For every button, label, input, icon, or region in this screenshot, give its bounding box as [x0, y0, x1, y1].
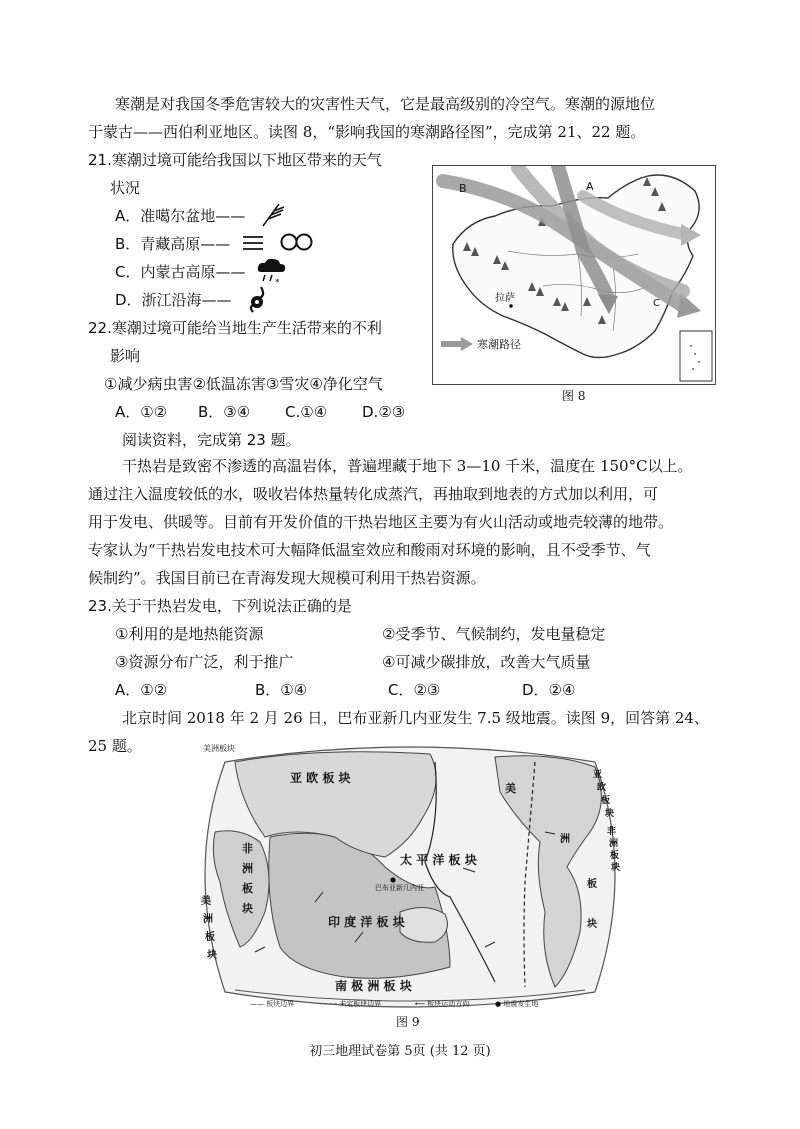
page-footer: 初三地理试卷第 5页 (共 12 页)	[309, 1044, 491, 1059]
legend-plate-motion: ⟵ 板块运动方向	[415, 1000, 470, 1008]
american-left-char-2: 洲	[203, 914, 213, 925]
legend-undetermined-boundary: - - - 未定板块边界	[325, 1000, 382, 1008]
african-char-3: 板	[242, 882, 253, 895]
q21-option-b-text: B．青藏高原——	[115, 235, 231, 253]
q21-stem: 21.寒潮过境可能给我国以下地区带来的天气	[88, 151, 382, 169]
q22-option-a: A．①②	[115, 403, 168, 421]
q22-items: ①减少病虫害②低温冻害③雪灾④净化空气	[104, 375, 383, 393]
q23-statement-1: ①利用的是地热能资源	[115, 625, 264, 643]
q21-option-d	[115, 289, 232, 311]
q23-statement-2: ②受季节、气候制约，发电量稳定	[382, 625, 606, 643]
q21-option-a-text: A．准噶尔盆地——	[115, 207, 246, 225]
material-line-1: 干热岩是致密不渗透的高温岩体，普遍埋藏于地下 3—10 千米，温度在 150°C以上。	[122, 457, 693, 475]
african-right-char-3: 板	[610, 851, 620, 861]
material-line-3: 用于发电、供暖等。目前有开发价值的干热岩地区主要为有火山活动或地壳较薄的地带。	[88, 513, 674, 531]
q21-option-c-text: C．内蒙古高原——	[115, 263, 246, 281]
label-papua-new-guinea: 巴布亚新几内亚	[375, 884, 424, 892]
read-material-instruction: 阅读资料，完成第 23 题。	[122, 431, 301, 449]
route-label-c: C	[653, 298, 660, 309]
q23-stem: 23.关于干热岩发电，下列说法正确的是	[88, 597, 352, 615]
legend-earthquake: ● 地震发生地	[495, 1000, 539, 1008]
q21-option-b	[115, 233, 230, 255]
intro-line-1: 寒潮是对我国冬季危害较大的灾害性天气，它是最高级别的冷空气。寒潮的源地位	[115, 95, 656, 113]
q23-statement-4: ④可减少碳排放，改善大气质量	[382, 653, 591, 671]
label-antarctic-plate: 南 极 洲 板 块	[335, 979, 412, 993]
eurasia-right-char-3: 板	[601, 796, 611, 806]
q24-intro-line-1: 北京时间 2018 年 2 月 26 日，巴布亚新几内亚发生 7.5 级地震。读图 9，回答第 24、	[122, 709, 709, 727]
q23-option-a: A．①②	[115, 681, 168, 699]
q23-option-c: C．②③	[388, 681, 441, 699]
label-american-plate-right-top: 美	[505, 782, 516, 795]
q24-intro-line-2: 25 题。	[88, 737, 142, 755]
figure-8-caption: 图 8	[562, 389, 586, 403]
african-char-2: 洲	[242, 862, 253, 875]
q21-option-c	[115, 261, 245, 283]
q22-option-c: C.①④	[285, 403, 328, 421]
fog-symbol-icon	[241, 232, 265, 254]
american-right-char-3: 块	[587, 919, 597, 930]
intro-line-2: 于蒙古——西伯利亚地区。读图 8，“影响我国的寒潮路径图”，完成第 21、22 题。	[88, 123, 646, 141]
q22-stem-cont: 影响	[110, 347, 141, 365]
haze-symbol-icon	[279, 231, 315, 253]
route-label-a: A	[586, 180, 594, 193]
label-american-plate-topleft: 美洲板块	[203, 744, 235, 753]
map-legend-cold-wave: 寒潮路径	[477, 338, 521, 351]
american-right-char-1: 洲	[560, 834, 570, 845]
q21-option-a	[115, 205, 245, 227]
q22-option-d: D.②③	[362, 403, 406, 421]
label-eurasian-plate: 亚 欧 板 块	[290, 771, 351, 785]
q22-option-b: B．③④	[198, 403, 251, 421]
q23-option-d: D．②④	[522, 681, 576, 699]
typhoon-symbol-icon	[247, 284, 269, 314]
q23-option-b: B．①④	[255, 681, 308, 699]
figure-9-plate-map	[195, 742, 625, 1010]
rain-snow-symbol-icon	[255, 256, 289, 286]
eurasia-right-char-4: 块	[605, 809, 615, 819]
american-left-char-4: 块	[207, 950, 217, 961]
figure-8-cold-wave-map	[432, 165, 716, 385]
svg-text:*: *	[275, 278, 280, 286]
african-char-4: 块	[242, 902, 253, 915]
australia-landmass	[400, 907, 447, 942]
figure-9-caption: 图 9	[396, 1015, 420, 1029]
african-right-char-2: 洲	[609, 839, 619, 849]
material-line-2: 通过注入温度较低的水，吸收岩体热量转化成蒸汽，再抽取到地表的方式加以利用，可	[88, 485, 659, 503]
african-right-char-1: 非	[607, 827, 617, 837]
material-line-5: 候制约”。我国目前已在青海发现大规模可利用干热岩资源。	[88, 569, 486, 587]
earthquake-location-marker	[390, 877, 395, 882]
lhasa-label: 拉萨	[495, 293, 515, 304]
wind-symbol-icon	[259, 202, 285, 228]
q21-option-d-text: D．浙江沿海——	[115, 291, 232, 309]
q23-statement-3: ③资源分布广泛，利于推广	[115, 653, 294, 671]
american-left-char-1: 美	[201, 896, 211, 907]
eurasia-right-char-2: 欧	[597, 783, 607, 793]
cold-wave-map-svg	[433, 166, 715, 384]
american-right-char-2: 板	[587, 879, 597, 890]
african-right-char-4: 块	[611, 863, 621, 873]
route-label-b: B	[459, 182, 467, 195]
label-indian-ocean-plate: 印 度 洋 板 块	[328, 915, 405, 929]
legend-boundary: —— 板块边界	[250, 1000, 295, 1008]
eurasia-right-char-1: 亚	[593, 770, 603, 780]
south-china-sea-inset	[680, 331, 712, 381]
q21-stem-cont: 状况	[110, 179, 141, 197]
material-line-4: 专家认为“干热岩发电技术可大幅降低温室效应和酸雨对环境的影响，且不受季节、气	[88, 541, 651, 559]
african-char-1: 非	[242, 842, 253, 855]
q22-stem: 22.寒潮过境可能给当地生产生活带来的不利	[88, 319, 382, 337]
american-left-char-3: 板	[205, 932, 215, 943]
label-pacific-plate: 太 平 洋 板 块	[400, 853, 477, 867]
plate-map-svg	[195, 742, 625, 1010]
